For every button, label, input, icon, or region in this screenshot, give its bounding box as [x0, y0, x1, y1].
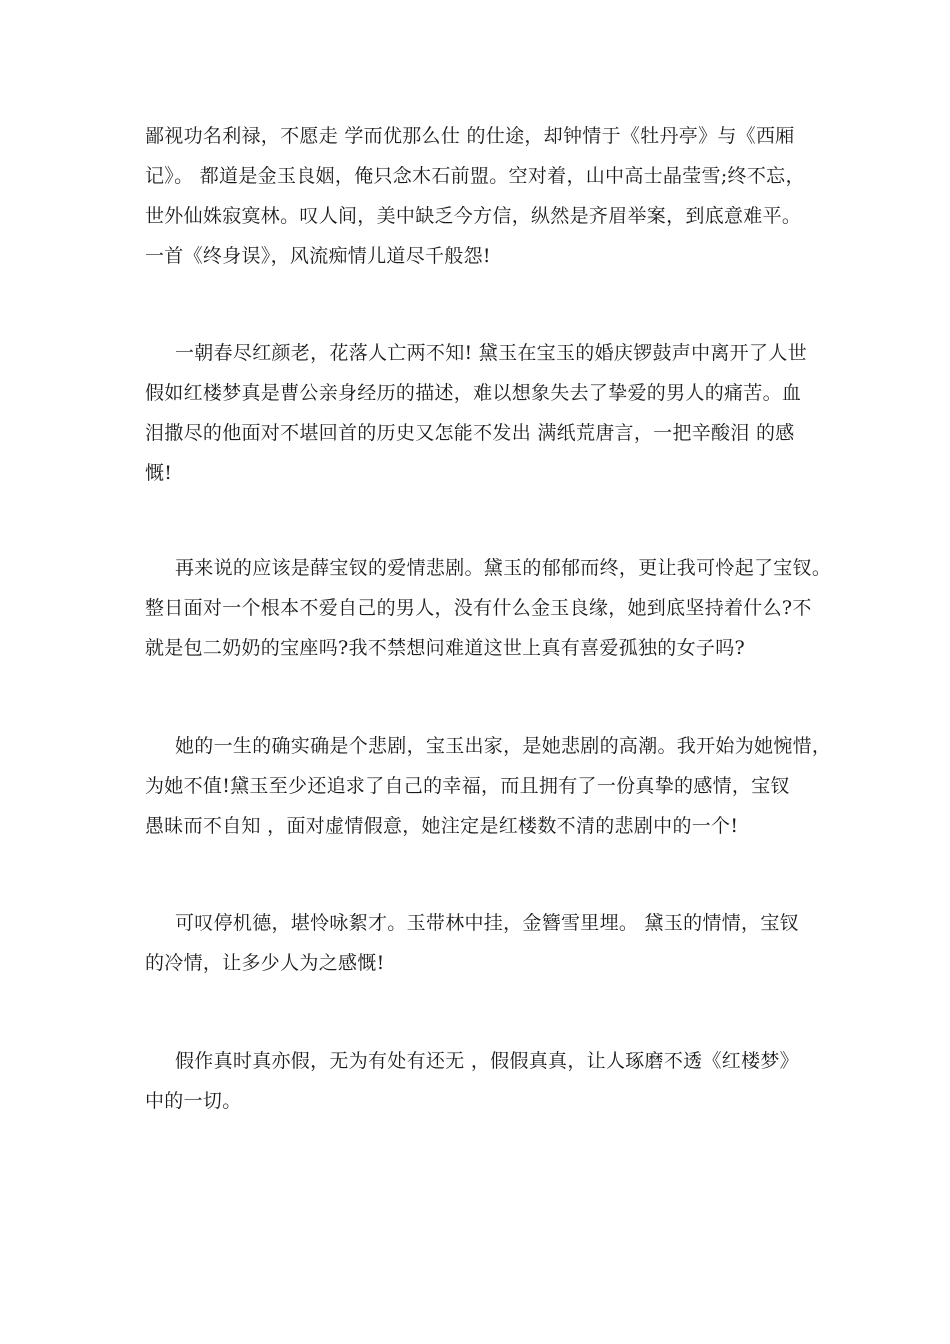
text-line: 整日面对一个根本不爱自己的男人，没有什么金玉良缘，她到底坚持着什么?不: [145, 597, 812, 619]
paragraph-1: [145, 116, 825, 276]
text-line: 再来说的应该是薛宝钗的爱情悲剧。黛玉的郁郁而终，更让我可怜起了宝钗。: [175, 557, 832, 579]
text-line: 可叹停机德，堪怜咏絮才。玉带林中挂，金簪雪里埋。 黛玉的情情，宝钗: [175, 912, 799, 934]
text-line: 中的一切。: [145, 1090, 242, 1112]
paragraph-4: [145, 726, 832, 846]
paragraph-3: [145, 548, 832, 668]
text-line: 为她不值!黛玉至少还追求了自己的幸福，而且拥有了一份真挚的感情，宝钗: [145, 775, 790, 797]
text-line: 一朝春尽红颜老，花落人亡两不知! 黛玉在宝玉的婚庆锣鼓声中离开了人世: [175, 342, 807, 364]
text-line: 假如红楼梦真是曹公亲身经历的描述，难以想象失去了挚爱的男人的痛苦。血: [145, 382, 802, 404]
text-line: 记》。 都道是金玉良姻，俺只念木石前盟。空对着，山中高士晶莹雪;终不忘，: [145, 165, 805, 187]
text-line: 一首《终身误》，风流痴情儿道尽千般怨!: [145, 245, 491, 267]
text-line: 泪撒尽的他面对不堪回首的历史又怎能不发出 满纸荒唐言，一把辛酸泪 的感: [145, 422, 795, 444]
text-line: 就是包二奶奶的宝座吗?我不禁想问难道这世上真有喜爱孤独的女子吗?: [145, 637, 745, 659]
paragraph-2: [145, 333, 825, 493]
text-line: 她的一生的确实确是个悲剧，宝玉出家，是她悲剧的高潮。我开始为她惋惜，: [175, 735, 832, 757]
text-line: 假作真时真亦假，无为有处有还无 ，假假真真，让人琢磨不透《红楼梦》: [175, 1050, 799, 1072]
paragraph-5: [145, 903, 825, 983]
text-line: 愚昧而不自知 ，面对虚情假意，她注定是红楼数不清的悲剧中的一个!: [145, 815, 739, 837]
text-line: 的冷情，让多少人为之感慨!: [145, 952, 385, 974]
text-line: 慨!: [145, 462, 173, 484]
text-line: 鄙视功名利禄，不愿走 学而优那么仕 的仕途，却钟情于《牡丹亭》与《西厢: [145, 125, 795, 147]
paragraph-6: [145, 1041, 825, 1121]
text-line: 世外仙姝寂寞林。叹人间，美中缺乏今方信，纵然是齐眉举案，到底意难平。: [145, 205, 802, 227]
